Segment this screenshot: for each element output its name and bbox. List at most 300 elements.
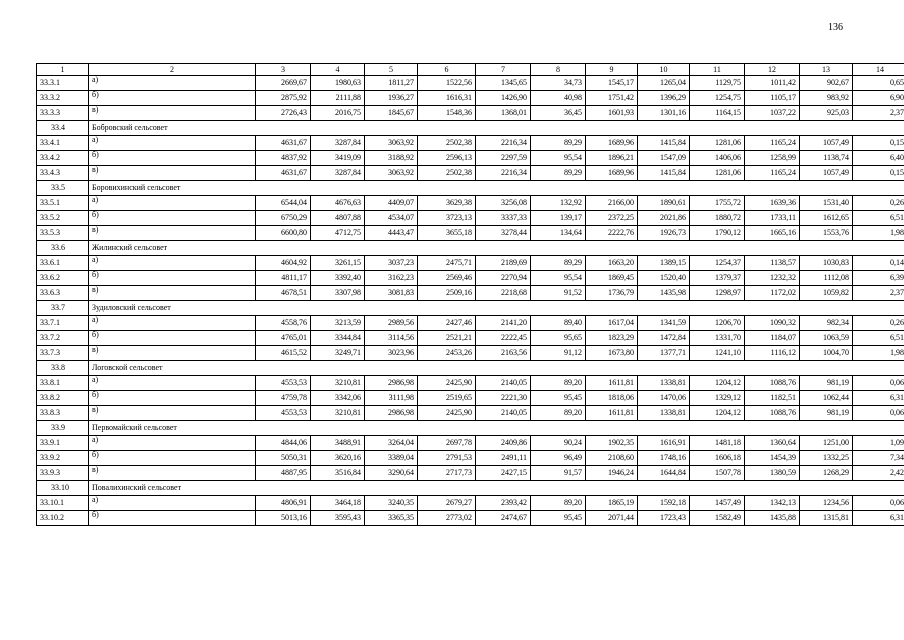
value-cell: 3419,09	[311, 151, 365, 166]
value-cell: 3516,84	[311, 466, 365, 481]
value-cell: 2697,78	[418, 436, 476, 451]
value-cell: 2189,69	[476, 256, 531, 271]
value-cell: 89,40	[531, 316, 586, 331]
table-row	[37, 286, 904, 301]
value-cell: 2989,56	[365, 316, 418, 331]
value-cell: 1129,75	[690, 76, 745, 91]
value-cell: 2502,38	[418, 136, 476, 151]
row-subitem: б)	[89, 451, 256, 466]
row-subitem: в)	[89, 466, 256, 481]
value-cell: 3287,84	[311, 166, 365, 181]
row-subitem: б)	[89, 151, 256, 166]
value-cell: 1481,18	[690, 436, 745, 451]
value-cell: 1338,81	[638, 376, 690, 391]
section-row	[37, 121, 904, 136]
value-cell: 4678,51	[256, 286, 311, 301]
section-number: 33.8	[37, 361, 89, 376]
value-cell: 4837,92	[256, 151, 311, 166]
value-cell: 983,92	[800, 91, 853, 106]
value-cell: 1611,81	[586, 406, 638, 421]
value-cell: 1234,56	[800, 496, 853, 511]
value-cell: 1601,93	[586, 106, 638, 121]
value-cell: 1545,17	[586, 76, 638, 91]
value-cell: 1616,31	[418, 91, 476, 106]
value-cell: 3240,35	[365, 496, 418, 511]
value-cell: 2216,34	[476, 136, 531, 151]
value-cell: 6,40	[853, 151, 904, 166]
row-subitem: а)	[89, 496, 256, 511]
value-cell: 1165,24	[745, 136, 800, 151]
value-cell: 4811,17	[256, 271, 311, 286]
value-cell: 1088,76	[745, 406, 800, 421]
value-cell: 1612,65	[800, 211, 853, 226]
value-cell: 4553,53	[256, 376, 311, 391]
value-cell: 4615,52	[256, 346, 311, 361]
value-cell: 1582,49	[690, 511, 745, 526]
value-cell: 1818,06	[586, 391, 638, 406]
table-row	[37, 376, 904, 391]
value-cell: 2409,86	[476, 436, 531, 451]
value-cell: 6,31	[853, 391, 904, 406]
value-cell: 89,29	[531, 166, 586, 181]
row-subitem: б)	[89, 391, 256, 406]
value-cell: 2111,88	[311, 91, 365, 106]
row-subitem: а)	[89, 196, 256, 211]
value-cell: 1204,12	[690, 406, 745, 421]
value-cell: 89,20	[531, 406, 586, 421]
value-cell: 1869,45	[586, 271, 638, 286]
value-cell: 40,98	[531, 91, 586, 106]
value-cell: 1415,84	[638, 166, 690, 181]
value-cell: 6600,80	[256, 226, 311, 241]
row-number: 33.8.3	[37, 406, 89, 421]
value-cell: 89,29	[531, 256, 586, 271]
value-cell: 1341,59	[638, 316, 690, 331]
value-cell: 1454,39	[745, 451, 800, 466]
value-cell: 1063,59	[800, 331, 853, 346]
table-row	[37, 196, 904, 211]
value-cell: 1663,20	[586, 256, 638, 271]
value-cell: 1665,16	[745, 226, 800, 241]
value-cell: 3287,84	[311, 136, 365, 151]
row-number: 33.5.1	[37, 196, 89, 211]
value-cell: 2,42	[853, 466, 904, 481]
value-cell: 2163,56	[476, 346, 531, 361]
value-cell: 1116,12	[745, 346, 800, 361]
value-cell: 2425,90	[418, 406, 476, 421]
value-cell: 3337,33	[476, 211, 531, 226]
table-row	[37, 136, 904, 151]
row-subitem: а)	[89, 316, 256, 331]
table-row	[37, 271, 904, 286]
section-number: 33.7	[37, 301, 89, 316]
value-cell: 6,39	[853, 271, 904, 286]
table-row	[37, 391, 904, 406]
value-cell: 1,98	[853, 346, 904, 361]
value-cell: 1616,91	[638, 436, 690, 451]
value-cell: 2521,21	[418, 331, 476, 346]
value-cell: 1389,15	[638, 256, 690, 271]
row-subitem: б)	[89, 91, 256, 106]
value-cell: 3595,43	[311, 511, 365, 526]
row-subitem: в)	[89, 226, 256, 241]
value-cell: 1380,59	[745, 466, 800, 481]
table-row	[37, 151, 904, 166]
value-cell: 139,17	[531, 211, 586, 226]
value-cell: 1396,29	[638, 91, 690, 106]
value-cell: 89,20	[531, 376, 586, 391]
value-cell: 1639,36	[745, 196, 800, 211]
table-row	[37, 256, 904, 271]
value-cell: 4765,01	[256, 331, 311, 346]
row-subitem: а)	[89, 376, 256, 391]
value-cell: 1345,65	[476, 76, 531, 91]
value-cell: 6750,29	[256, 211, 311, 226]
section-title: Жилинский сельсовет	[89, 241, 904, 256]
row-number: 33.6.1	[37, 256, 89, 271]
value-cell: 1748,16	[638, 451, 690, 466]
value-cell: 0,26	[853, 316, 904, 331]
section-title: Зудиловский сельсовет	[89, 301, 904, 316]
section-title: Первомайский сельсовет	[89, 421, 904, 436]
section-title: Логовской сельсовет	[89, 361, 904, 376]
row-number: 33.3.3	[37, 106, 89, 121]
value-cell: 6544,04	[256, 196, 311, 211]
value-cell: 1315,81	[800, 511, 853, 526]
value-cell: 2140,05	[476, 376, 531, 391]
value-cell: 2297,59	[476, 151, 531, 166]
value-cell: 2509,16	[418, 286, 476, 301]
row-number: 33.10.1	[37, 496, 89, 511]
value-cell: 3261,15	[311, 256, 365, 271]
section-number: 33.10	[37, 481, 89, 496]
row-subitem: а)	[89, 256, 256, 271]
table-row	[37, 211, 904, 226]
value-cell: 1617,04	[586, 316, 638, 331]
value-cell: 1435,98	[638, 286, 690, 301]
value-cell: 1281,06	[690, 166, 745, 181]
row-subitem: в)	[89, 106, 256, 121]
value-cell: 981,19	[800, 406, 853, 421]
section-number: 33.4	[37, 121, 89, 136]
value-cell: 96,49	[531, 451, 586, 466]
value-cell: 3210,81	[311, 376, 365, 391]
row-subitem: в)	[89, 286, 256, 301]
row-number: 33.8.1	[37, 376, 89, 391]
value-cell: 3389,04	[365, 451, 418, 466]
value-cell: 1689,96	[586, 136, 638, 151]
value-cell: 1251,00	[800, 436, 853, 451]
row-subitem: а)	[89, 136, 256, 151]
table-row	[37, 346, 904, 361]
value-cell: 1790,12	[690, 226, 745, 241]
value-cell: 0,15	[853, 136, 904, 151]
value-cell: 3723,13	[418, 211, 476, 226]
value-cell: 2,37	[853, 286, 904, 301]
value-cell: 1204,12	[690, 376, 745, 391]
value-cell: 2474,67	[476, 511, 531, 526]
value-cell: 2222,76	[586, 226, 638, 241]
value-cell: 3188,92	[365, 151, 418, 166]
value-cell: 3264,04	[365, 436, 418, 451]
value-cell: 1507,78	[690, 466, 745, 481]
value-cell: 1265,04	[638, 76, 690, 91]
value-cell: 3290,64	[365, 466, 418, 481]
value-cell: 2021,86	[638, 211, 690, 226]
value-cell: 0,65	[853, 76, 904, 91]
value-cell: 7,34	[853, 451, 904, 466]
value-cell: 2491,11	[476, 451, 531, 466]
table-row	[37, 511, 904, 526]
value-cell: 2502,38	[418, 166, 476, 181]
value-cell: 1522,56	[418, 76, 476, 91]
row-number: 33.9.2	[37, 451, 89, 466]
value-cell: 1736,79	[586, 286, 638, 301]
value-cell: 1553,76	[800, 226, 853, 241]
table-row	[37, 436, 904, 451]
value-cell: 1138,74	[800, 151, 853, 166]
value-cell: 1435,88	[745, 511, 800, 526]
value-cell: 1164,15	[690, 106, 745, 121]
value-cell: 1298,97	[690, 286, 745, 301]
value-cell: 2475,71	[418, 256, 476, 271]
value-cell: 1377,71	[638, 346, 690, 361]
value-cell: 3256,08	[476, 196, 531, 211]
value-cell: 3342,06	[311, 391, 365, 406]
value-cell: 2393,42	[476, 496, 531, 511]
value-cell: 1332,25	[800, 451, 853, 466]
value-cell: 1342,13	[745, 496, 800, 511]
table-row	[37, 76, 904, 91]
value-cell: 91,57	[531, 466, 586, 481]
value-cell: 1880,72	[690, 211, 745, 226]
value-cell: 134,64	[531, 226, 586, 241]
value-cell: 2016,75	[311, 106, 365, 121]
row-subitem: в)	[89, 346, 256, 361]
section-row	[37, 481, 904, 496]
value-cell: 2596,13	[418, 151, 476, 166]
value-cell: 2717,73	[418, 466, 476, 481]
column-header: 6	[418, 64, 476, 76]
section-row	[37, 301, 904, 316]
row-subitem: б)	[89, 331, 256, 346]
value-cell: 3629,38	[418, 196, 476, 211]
row-number: 33.5.2	[37, 211, 89, 226]
value-cell: 3063,92	[365, 136, 418, 151]
section-row	[37, 241, 904, 256]
value-cell: 1611,81	[586, 376, 638, 391]
value-cell: 3392,40	[311, 271, 365, 286]
section-row	[37, 421, 904, 436]
column-header: 4	[311, 64, 365, 76]
value-cell: 3114,56	[365, 331, 418, 346]
value-cell: 2270,94	[476, 271, 531, 286]
value-cell: 1,09	[853, 436, 904, 451]
value-cell: 1105,17	[745, 91, 800, 106]
value-cell: 1037,22	[745, 106, 800, 121]
column-header: 9	[586, 64, 638, 76]
value-cell: 95,54	[531, 151, 586, 166]
value-cell: 1254,37	[690, 256, 745, 271]
table-body	[37, 64, 904, 526]
value-cell: 1281,06	[690, 136, 745, 151]
column-header: 11	[690, 64, 745, 76]
value-cell: 1426,90	[476, 91, 531, 106]
value-cell: 4759,78	[256, 391, 311, 406]
column-header: 5	[365, 64, 418, 76]
value-cell: 34,73	[531, 76, 586, 91]
value-cell: 0,06	[853, 496, 904, 511]
row-number: 33.4.2	[37, 151, 89, 166]
value-cell: 4534,07	[365, 211, 418, 226]
value-cell: 3111,98	[365, 391, 418, 406]
value-cell: 1301,16	[638, 106, 690, 121]
value-cell: 2222,45	[476, 331, 531, 346]
row-subitem: б)	[89, 211, 256, 226]
row-number: 33.6.2	[37, 271, 89, 286]
value-cell: 2875,92	[256, 91, 311, 106]
value-cell: 2726,43	[256, 106, 311, 121]
page-number: 136	[828, 22, 843, 33]
column-header: 3	[256, 64, 311, 76]
value-cell: 1689,96	[586, 166, 638, 181]
value-cell: 1751,42	[586, 91, 638, 106]
value-cell: 6,51	[853, 211, 904, 226]
column-header: 14	[853, 64, 904, 76]
value-cell: 1606,18	[690, 451, 745, 466]
table-row	[37, 166, 904, 181]
value-cell: 1360,64	[745, 436, 800, 451]
value-cell: 1241,10	[690, 346, 745, 361]
value-cell: 3162,23	[365, 271, 418, 286]
value-cell: 4553,53	[256, 406, 311, 421]
value-cell: 4443,47	[365, 226, 418, 241]
value-cell: 2679,27	[418, 496, 476, 511]
value-cell: 3655,18	[418, 226, 476, 241]
value-cell: 95,45	[531, 391, 586, 406]
row-number: 33.9.1	[37, 436, 89, 451]
value-cell: 2218,68	[476, 286, 531, 301]
value-cell: 2669,67	[256, 76, 311, 91]
section-title: Бобровский сельсовет	[89, 121, 904, 136]
table-row	[37, 91, 904, 106]
value-cell: 4844,06	[256, 436, 311, 451]
section-number: 33.6	[37, 241, 89, 256]
value-cell: 0,14	[853, 256, 904, 271]
value-cell: 1457,49	[690, 496, 745, 511]
value-cell: 1268,29	[800, 466, 853, 481]
column-header: 2	[89, 64, 256, 76]
value-cell: 3213,59	[311, 316, 365, 331]
value-cell: 0,26	[853, 196, 904, 211]
value-cell: 3464,18	[311, 496, 365, 511]
column-header: 1	[37, 64, 89, 76]
value-cell: 1206,70	[690, 316, 745, 331]
section-number: 33.5	[37, 181, 89, 196]
value-cell: 3365,35	[365, 511, 418, 526]
section-row	[37, 361, 904, 376]
table-row	[37, 496, 904, 511]
value-cell: 36,45	[531, 106, 586, 121]
value-cell: 3037,23	[365, 256, 418, 271]
table-row	[37, 106, 904, 121]
value-cell: 2986,98	[365, 406, 418, 421]
row-subitem: б)	[89, 271, 256, 286]
section-title: Повалихинский сельсовет	[89, 481, 904, 496]
value-cell: 91,12	[531, 346, 586, 361]
value-cell: 95,65	[531, 331, 586, 346]
value-cell: 1379,37	[690, 271, 745, 286]
value-cell: 91,52	[531, 286, 586, 301]
value-cell: 2773,02	[418, 511, 476, 526]
value-cell: 1936,27	[365, 91, 418, 106]
value-cell: 1165,24	[745, 166, 800, 181]
row-number: 33.4.3	[37, 166, 89, 181]
value-cell: 1673,80	[586, 346, 638, 361]
value-cell: 3307,98	[311, 286, 365, 301]
value-cell: 1232,32	[745, 271, 800, 286]
row-number: 33.7.1	[37, 316, 89, 331]
value-cell: 4887,95	[256, 466, 311, 481]
section-row	[37, 181, 904, 196]
value-cell: 2221,30	[476, 391, 531, 406]
value-cell: 3023,96	[365, 346, 418, 361]
value-cell: 902,67	[800, 76, 853, 91]
value-cell: 1547,09	[638, 151, 690, 166]
value-cell: 1946,24	[586, 466, 638, 481]
value-cell: 0,06	[853, 406, 904, 421]
column-header: 13	[800, 64, 853, 76]
value-cell: 0,15	[853, 166, 904, 181]
value-cell: 2216,34	[476, 166, 531, 181]
value-cell: 1472,84	[638, 331, 690, 346]
value-cell: 2427,15	[476, 466, 531, 481]
value-cell: 4806,91	[256, 496, 311, 511]
value-cell: 6,90	[853, 91, 904, 106]
value-cell: 3278,44	[476, 226, 531, 241]
value-cell: 1011,42	[745, 76, 800, 91]
row-subitem: б)	[89, 511, 256, 526]
value-cell: 1890,61	[638, 196, 690, 211]
row-number: 33.8.2	[37, 391, 89, 406]
row-number: 33.7.3	[37, 346, 89, 361]
table-row	[37, 226, 904, 241]
value-cell: 3063,92	[365, 166, 418, 181]
value-cell: 1644,84	[638, 466, 690, 481]
value-cell: 1520,40	[638, 271, 690, 286]
column-header-row	[37, 64, 904, 76]
value-cell: 1062,44	[800, 391, 853, 406]
value-cell: 4409,07	[365, 196, 418, 211]
value-cell: 2141,20	[476, 316, 531, 331]
table-row	[37, 406, 904, 421]
value-cell: 1368,01	[476, 106, 531, 121]
value-cell: 2569,46	[418, 271, 476, 286]
value-cell: 1088,76	[745, 376, 800, 391]
row-number: 33.5.3	[37, 226, 89, 241]
value-cell: 2791,53	[418, 451, 476, 466]
value-cell: 2519,65	[418, 391, 476, 406]
value-cell: 4676,63	[311, 196, 365, 211]
table-row	[37, 316, 904, 331]
value-cell: 1980,63	[311, 76, 365, 91]
data-table	[36, 63, 904, 526]
value-cell: 5013,16	[256, 511, 311, 526]
value-cell: 1338,81	[638, 406, 690, 421]
value-cell: 1823,29	[586, 331, 638, 346]
value-cell: 4712,75	[311, 226, 365, 241]
value-cell: 5050,31	[256, 451, 311, 466]
